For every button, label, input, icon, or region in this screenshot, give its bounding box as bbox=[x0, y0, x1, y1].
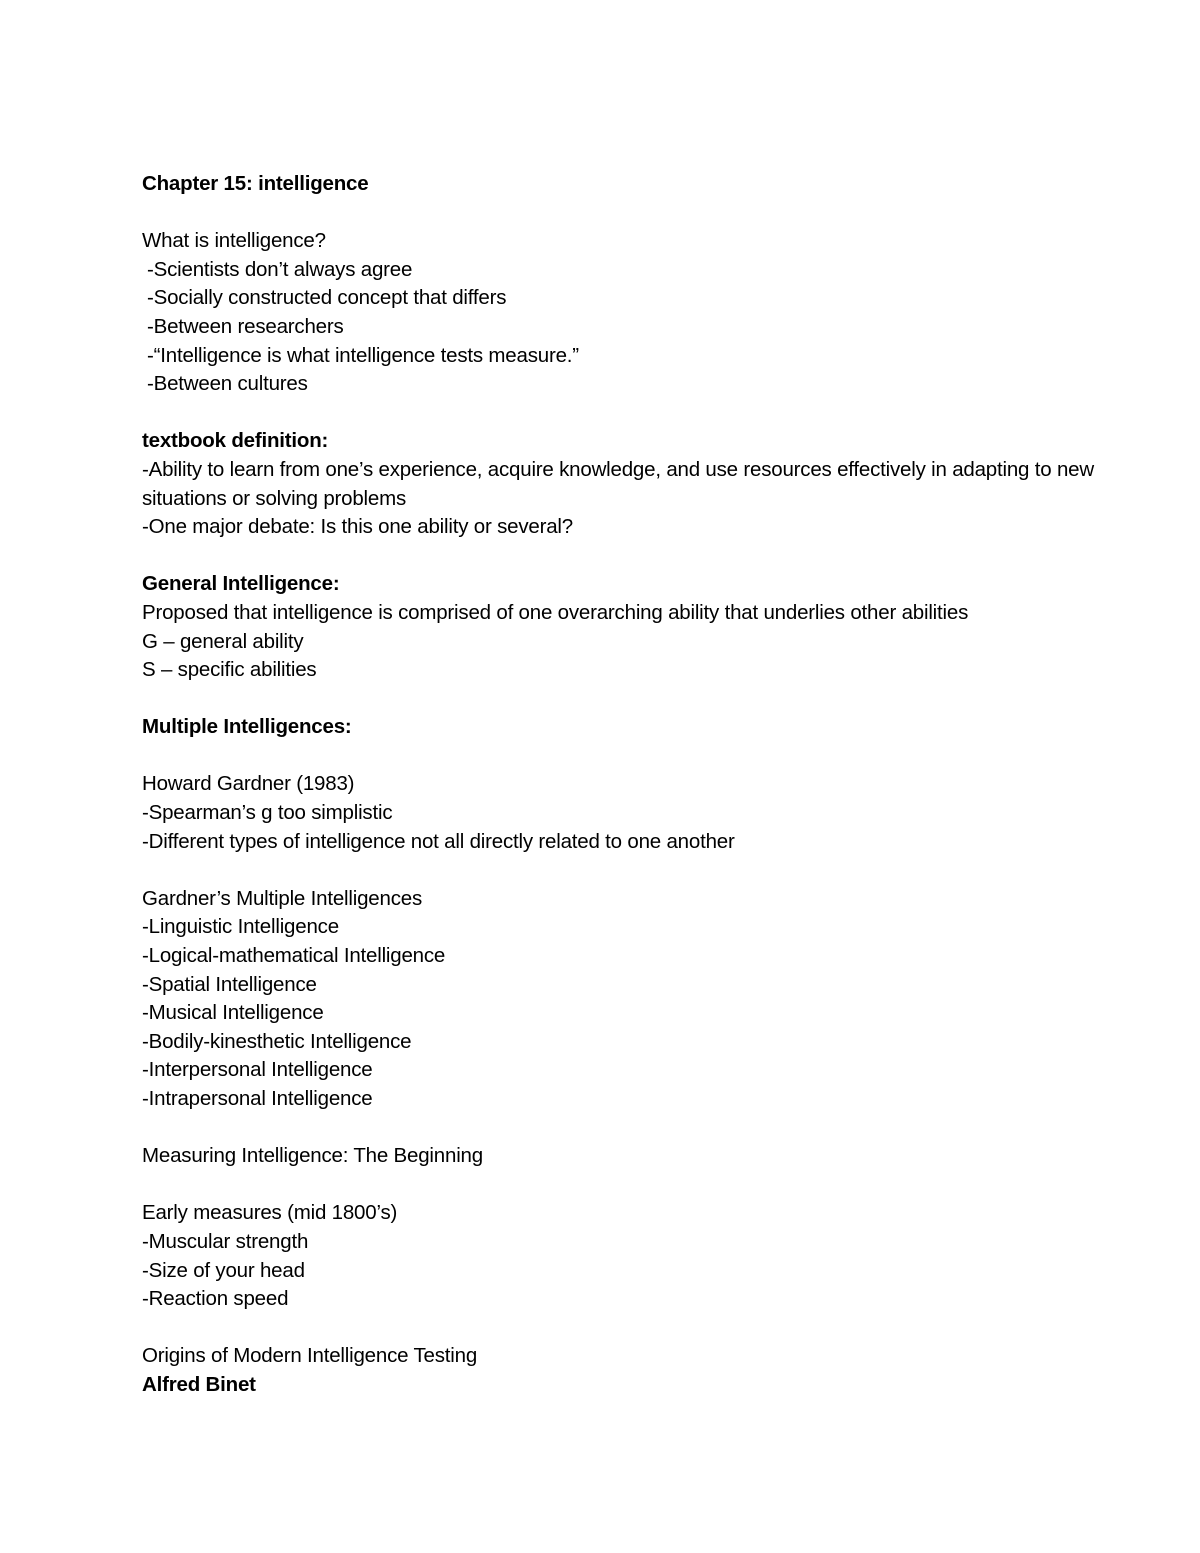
general-description: Proposed that intelligence is comprised of one overarching ability that underlies other abilities bbox=[142, 600, 969, 624]
what-is-item: -Between researchers bbox=[147, 314, 344, 338]
document-page bbox=[142, 170, 1142, 1400]
chapter-title: Chapter 15: intelligence bbox=[142, 172, 369, 195]
general-s-line: S – specific abilities bbox=[142, 658, 317, 682]
spacer bbox=[142, 399, 1142, 428]
what-is-item: -Scientists don’t always agree bbox=[147, 257, 413, 281]
what-is-item: -“Intelligence is what intelligence tests measure.” bbox=[147, 343, 579, 367]
what-is-item: -Between cultures bbox=[147, 372, 308, 396]
spacer bbox=[142, 1314, 1142, 1343]
early-measure-item: -Size of your head bbox=[142, 1258, 305, 1282]
gardner-point: -Different types of intelligence not all directly related to one another bbox=[142, 829, 735, 853]
spacer bbox=[142, 199, 1142, 228]
textbook-definition: -Ability to learn from one’s experience, acquire knowledge, and use resources effectively in adapting to new situations or solving problems bbox=[142, 457, 1094, 510]
intelligence-list-item: -Interpersonal Intelligence bbox=[142, 1058, 373, 1082]
spacer bbox=[142, 856, 1142, 885]
gardner-heading: Howard Gardner (1983) bbox=[142, 772, 355, 796]
early-measures-heading: Early measures (mid 1800’s) bbox=[142, 1201, 398, 1225]
gardner-point: -Spearman’s g too simplistic bbox=[142, 801, 393, 825]
multiple-heading: Multiple Intelligences: bbox=[142, 715, 352, 739]
general-heading: General Intelligence: bbox=[142, 572, 340, 596]
spacer bbox=[142, 542, 1142, 571]
intelligence-list-item: -Linguistic Intelligence bbox=[142, 915, 339, 939]
spacer bbox=[142, 685, 1142, 714]
intelligence-list-item: -Logical-mathematical Intelligence bbox=[142, 944, 446, 968]
general-g-line: G – general ability bbox=[142, 629, 304, 653]
intelligence-list-item: -Spatial Intelligence bbox=[142, 972, 317, 996]
origins-name: Alfred Binet bbox=[142, 1372, 256, 1396]
textbook-heading: textbook definition: bbox=[142, 429, 329, 453]
what-is-heading: What is intelligence? bbox=[142, 229, 326, 253]
early-measure-item: -Reaction speed bbox=[142, 1287, 289, 1311]
what-is-item: -Socially constructed concept that differs bbox=[147, 286, 507, 310]
origins-heading: Origins of Modern Intelligence Testing bbox=[142, 1344, 478, 1368]
measuring-heading: Measuring Intelligence: The Beginning bbox=[142, 1144, 483, 1168]
intelligence-list-item: -Musical Intelligence bbox=[142, 1001, 324, 1025]
textbook-debate: -One major debate: Is this one ability or several? bbox=[142, 515, 573, 539]
early-measure-item: -Muscular strength bbox=[142, 1229, 309, 1253]
intelligence-list-item: -Intrapersonal Intelligence bbox=[142, 1087, 373, 1110]
spacer bbox=[142, 1114, 1142, 1143]
gardner-list-heading: Gardner’s Multiple Intelligences bbox=[142, 886, 422, 910]
intelligence-list-item: -Bodily-kinesthetic Intelligence bbox=[142, 1029, 412, 1053]
spacer bbox=[142, 742, 1142, 771]
spacer bbox=[142, 1171, 1142, 1200]
